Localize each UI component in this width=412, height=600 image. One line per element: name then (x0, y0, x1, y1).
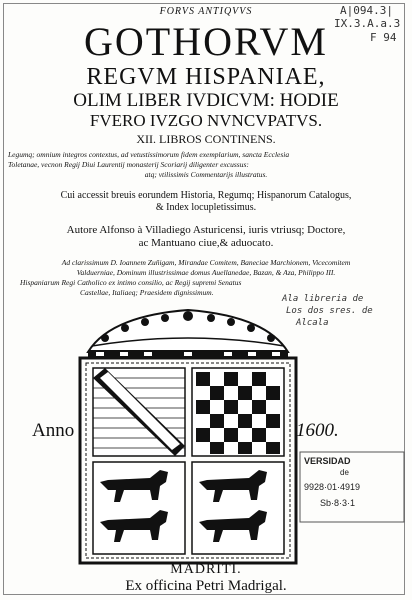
year-label: Anno (32, 420, 75, 441)
stamp-line-1: VERSIDAD (304, 456, 351, 466)
imprint-city: MADRITI. (170, 562, 242, 577)
title-line-3: OLIM LIBER IVDICVM: HODIE (73, 90, 339, 111)
appendix-line-1: Cui accessit breuis eorundem Historia, Regumq; Hispanorum Catalogus, (60, 190, 352, 201)
year-value: 1600. (296, 420, 339, 441)
dedication-line-3: Hispaniarum Regi Catholico ex intimo consilio, ac Regij supremi Senatus (20, 278, 242, 287)
description-line-1: Legumq; omnium integros contextus, ad vetustissimorum fidem exemplarium, sancta Ecclesia (8, 150, 290, 159)
dedication-line-2: Valduerniae, Dominum illustrissimae domus Auellanedae, Bazan, & Aza, Philippo III. (76, 268, 336, 277)
quadrant-wolves-left (93, 462, 185, 554)
author-line-2: ac Mantuano ciue,& aduocato. (138, 237, 274, 249)
stamp-line-4: Sb·8·3·1 (320, 498, 356, 508)
title-line-2: REGVM HISPANIAE, (86, 64, 326, 90)
handwritten-note-1: Ala libreria de (282, 294, 364, 304)
shelf-mark-3: F 94 (370, 31, 397, 44)
shelf-mark-2: IX.3.A.a.3 (334, 17, 401, 30)
handwritten-note-3: Alcala (296, 318, 329, 328)
stamp-line-2: de (340, 468, 349, 477)
quadrant-checky (192, 368, 284, 456)
crown-icon (88, 310, 288, 358)
description-line-2: Toletanae, vecnon Regij Diui Laurentij monasterij Scoriarij diligenter excussus: (8, 160, 249, 169)
dedication-line-1: Ad clarissimum D. Ioannem Zuñigam, Mirandae Comitem, Baneciae Marchionem, Vicecomitem (61, 258, 351, 267)
handwritten-note-2: Los dos sres. de (286, 306, 373, 316)
title-kicker: FORVS ANTIQVVS (159, 6, 253, 17)
dedication-line-4: Castellae, Italiaeq; Praesidem dignissimum. (80, 288, 214, 297)
description-line-3: atq; vtilissimis Commentarijs illustratus. (144, 170, 268, 179)
quadrant-bend (93, 368, 185, 456)
imprint-printer: Ex officina Petri Madrigal. (125, 578, 287, 594)
title-line-5: XII. LIBROS CONTINENS. (136, 132, 276, 146)
stamp-line-3: 9928·01·4919 (304, 482, 361, 492)
shelf-mark-1: A|094.3| (340, 4, 393, 17)
title-line-4: FVERO IVZGO NVNCVPATVS. (89, 111, 323, 130)
author-line-1: Autore Alfonso à Villadiego Asturicensi, iuris vtriusq; Doctore, (66, 224, 346, 236)
appendix-line-2: & Index locupletissimus. (155, 202, 257, 213)
quadrant-wolves-right (192, 462, 284, 554)
title-line-1: GOTHORVM (84, 19, 328, 64)
